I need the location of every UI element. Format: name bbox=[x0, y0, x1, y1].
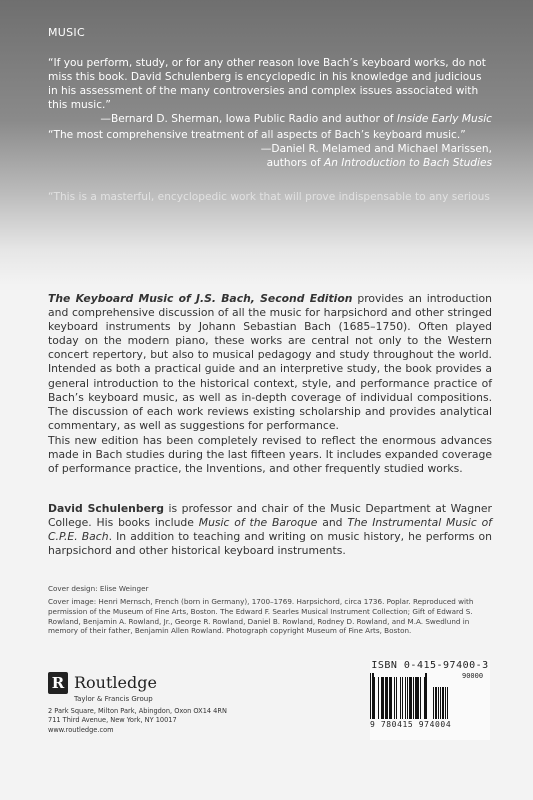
isbn-label: ISBN 0-415-97400-3 bbox=[371, 660, 489, 671]
review-quote-3-faded: “This is a masterful, encyclopedic work that will prove indispensable to any serious bbox=[48, 191, 490, 203]
addon-barcode-bars bbox=[433, 687, 448, 719]
ean-barcode-bars bbox=[370, 673, 428, 719]
quote-text: “The most comprehensive treatment of all aspects of Bach’s keyboard music.” bbox=[48, 129, 466, 141]
quote-attribution: —Daniel R. Melamed and Michael Marissen, bbox=[260, 143, 492, 155]
cover-image-credit: Cover image: Henri Mernsch, French (born in Germany), 1700–1769. Harpsichord, circa 1736. Poplar. Reproduced with permission of the Museum of Fine Arts, Boston. The Edward F. Searles Musical Instrument Collection; Gift of Edward S. Rowland, Benjamin A. Rowland, Jr., George R. Rowland, Daniel B. Rowland, Rodney D. Rowland, and M.A. Swedlund in memory of their father, Benjamin Allen Rowland. Photograph copyright Museum of Fine Arts, Boston. bbox=[48, 597, 474, 636]
attribution-book-title: Inside Early Music bbox=[396, 113, 492, 125]
review-quote-1 bbox=[48, 56, 492, 126]
description-paragraph-2: This new edition has been completely revised to reflect the enormous advances made in Bach studies during the last fifteen years. It includes expanded coverage of performance practice, the Inventions, and other frequently studied works. bbox=[48, 434, 492, 476]
addon-bar bbox=[447, 687, 448, 719]
publisher-website: www.routledge.com bbox=[48, 725, 114, 734]
author-name: David Schulenberg bbox=[48, 502, 164, 515]
quote-attribution: —Bernard D. Sherman, Iowa Public Radio and author of Inside Early Music bbox=[100, 113, 492, 125]
author-bio: David Schulenberg is professor and chair of the Music Department at Wagner College. His books include Music of the Baroque and The Instrumental Music of C.P.E. Bach. In addition to teaching and writing on music history, he performs on harpsichord and other historical keyboard instruments. bbox=[48, 502, 492, 558]
book-title: The Keyboard Music of J.S. Bach, Second Edition bbox=[48, 292, 353, 305]
publisher-block bbox=[48, 672, 228, 735]
isbn-barcode-block bbox=[370, 660, 490, 740]
barcode-gap bbox=[427, 673, 428, 719]
cover-design-credit: Cover design: Elise Weinger bbox=[48, 584, 149, 593]
addon-digits: 90000 bbox=[462, 672, 484, 680]
publisher-group: Taylor & Francis Group bbox=[74, 695, 153, 703]
category-label: MUSIC bbox=[48, 26, 85, 39]
attribution-book-title: An Introduction to Bach Studies bbox=[323, 157, 492, 169]
publisher-name: Routledge bbox=[74, 673, 157, 692]
publisher-address: 2 Park Square, Milton Park, Abingdon, Oxon OX14 4RN 711 Third Avenue, New York, NY 10017 www.routledge.com bbox=[48, 707, 227, 734]
publisher-logo bbox=[48, 672, 228, 694]
ean-digits: 9 780415 974004 bbox=[370, 720, 452, 729]
quote-text: “If you perform, study, or for any other reason love Bach’s keyboard works, do not miss this book. David Schulenberg is encyclopedic in his knowledge and judicious in his assessment of the many controversies and complex issues associated with this music.” bbox=[48, 57, 486, 111]
quote-attribution-line2: authors of An Introduction to Bach Studies bbox=[266, 157, 492, 169]
review-quote-2 bbox=[48, 128, 492, 170]
description-paragraph-1: The Keyboard Music of J.S. Bach, Second Edition provides an introduction and comprehensive discussion of all the music for harpsichord and other stringed keyboard instruments by Johann Sebastian Bach (1685–1750). Often played today on the modern piano, these works are central not only to the Western concert repertory, but also to musical pedagogy and study throughout the world. Intended as both a practical guide and an interpretive study, the book provides a general introduction to the historical context, style, and performance practice of Bach’s keyboard music, as well as in-depth coverage of individual compositions. The discussion of each work reviews existing scholarship and provides analytical commentary, as well as suggestions for performance. bbox=[48, 292, 492, 432]
routledge-r-icon: R bbox=[48, 672, 68, 694]
